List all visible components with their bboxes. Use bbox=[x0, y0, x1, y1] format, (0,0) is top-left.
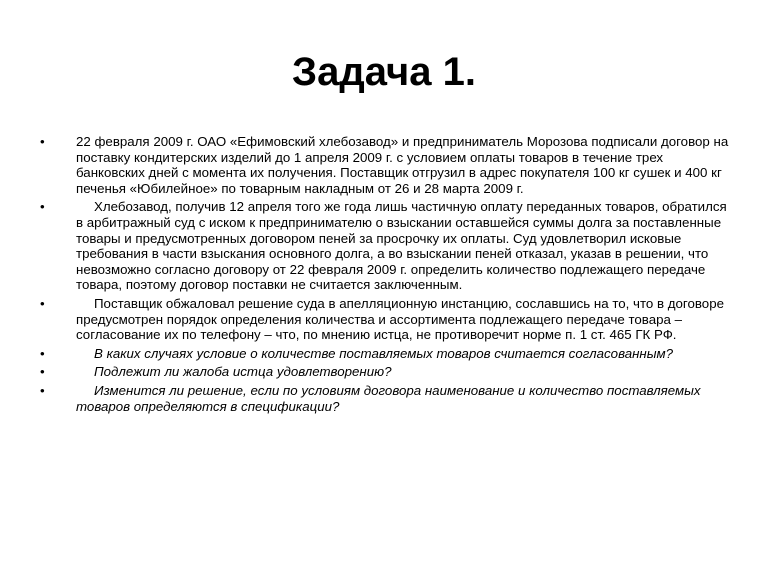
bullet-item-5 bbox=[40, 364, 730, 380]
question-text-3: Изменится ли решение, если по условиям договора наименование и количество поставляемых товаров определяются в спецификации? bbox=[76, 382, 701, 414]
bullet-item-4 bbox=[40, 346, 730, 362]
bullet-icon: • bbox=[40, 295, 45, 311]
slide-title: Задача 1. bbox=[292, 50, 476, 94]
bullet-icon: • bbox=[40, 364, 45, 380]
bullet-item-2 bbox=[40, 199, 730, 293]
bullet-item-6 bbox=[40, 383, 730, 414]
bullet-text-1: 22 февраля 2009 г. ОАО «Ефимовский хлебозавод» и предприниматель Морозова подписали договор на поставку кондитерских изделий до 1 апреля 2009 г. с условием оплаты товаров в течение трех банковских дней с момента их получения. Поставщик отгрузил в адрес покупателя 100 кг сушек и 400 кг печенья «Юбилейное» по товарным накладным от 26 и 28 марта 2009 г. bbox=[76, 134, 729, 196]
bullet-text-2: Хлебозавод, получив 12 апреля того же года лишь частичную оплату переданных товаров, обратился в арбитражный суд с иском к предпринимателю о взыскании оставшейся суммы долга за поставленные товары и предусмотренных договором пеней за просрочку их оплаты. Суд удовлетворил исковые требования в части взыскания основного долга, а во взыскании пеней отказал, указав в решении, что невозможно согласно договору от 22 февраля 2009 г. определить количество подлежащего передаче товара, поэтому договор поставки не считается заключенным. bbox=[76, 199, 727, 293]
bullet-icon: • bbox=[40, 134, 45, 149]
slide-content bbox=[40, 134, 730, 417]
bullet-icon: • bbox=[40, 382, 45, 398]
bullet-text-3: Поставщик обжаловал решение суда в апелляционную инстанцию, сославшись на то, что в договоре предусмотрен порядок определения количества и ассортимента подлежащего передаче товара – согласование их по телефону – что, по мнению истца, не противоречит норме п. 1 ст. 465 ГК РФ. bbox=[76, 295, 724, 343]
question-text-2: Подлежит ли жалоба истца удовлетворению? bbox=[94, 364, 392, 380]
bullet-list bbox=[40, 134, 730, 414]
question-text-1: В каких случаях условие о количестве поставляемых товаров считается согласованным? bbox=[94, 345, 674, 361]
bullet-icon: • bbox=[40, 345, 45, 361]
bullet-icon: • bbox=[40, 199, 45, 215]
bullet-item-3 bbox=[40, 296, 730, 343]
bullet-item-1 bbox=[40, 134, 730, 196]
